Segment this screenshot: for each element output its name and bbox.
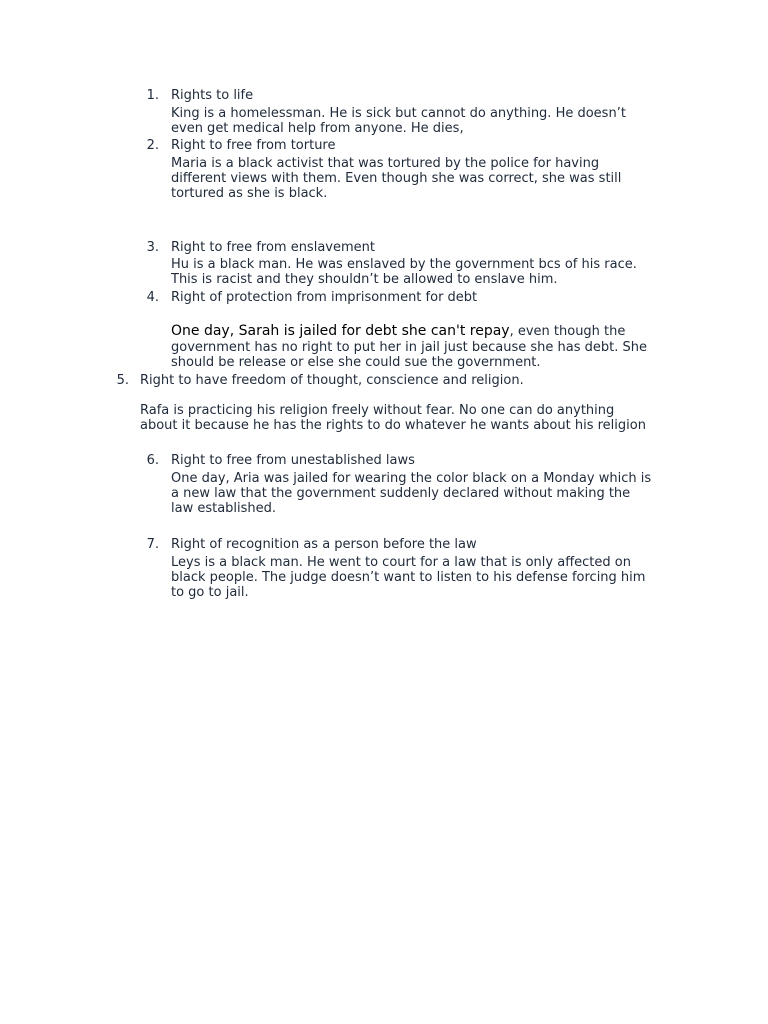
item-body-line: Rafa is practicing his religion freely without fear. No one can do anything — [140, 403, 615, 418]
item-number: 5. — [116, 373, 129, 388]
item-number: 4. — [146, 290, 159, 305]
item-body-line: law established. — [171, 501, 277, 516]
item-body-line — [171, 324, 625, 339]
item-heading: Right to free from enslavement — [171, 240, 375, 255]
item-body-highlight: One day, Sarah is jailed for debt she can't repay — [171, 323, 510, 339]
item-heading: Rights to life — [171, 88, 254, 103]
item-body-line: tortured as she is black. — [171, 186, 328, 201]
item-number: 6. — [146, 453, 159, 468]
item-body-line: Hu is a black man. He was enslaved by the government bcs of his race. — [171, 257, 637, 272]
item-body-line: King is a homelessman. He is sick but cannot do anything. He doesn’t — [171, 106, 626, 121]
item-heading: Right of protection from imprisonment for debt — [171, 290, 478, 305]
item-body-line: One day, Aria was jailed for wearing the color black on a Monday which is — [171, 471, 652, 486]
item-number: 1. — [146, 88, 159, 103]
item-number: 2. — [146, 138, 159, 153]
item-heading: Right to free from unestablished laws — [171, 453, 415, 468]
item-heading: Right of recognition as a person before the law — [171, 537, 477, 552]
item-heading: Right to free from torture — [171, 138, 336, 153]
item-heading: Right to have freedom of thought, conscience and religion. — [140, 373, 524, 388]
item-body-line: black people. The judge doesn’t want to listen to his defense forcing him — [171, 570, 646, 585]
item-body-rest: , even though the — [509, 324, 626, 339]
item-body-line: government has no right to put her in jail just because she has debt. She — [171, 340, 647, 355]
item-body-line: to go to jail. — [171, 585, 249, 600]
item-number: 3. — [146, 240, 159, 255]
item-body-line: different views with them. Even though she was correct, she was still — [171, 171, 622, 186]
item-body-line: This is racist and they shouldn’t be allowed to enslave him. — [171, 272, 558, 287]
item-body-line: about it because he has the rights to do whatever he wants about his religion — [140, 418, 646, 433]
item-body-line: a new law that the government suddenly declared without making the — [171, 486, 631, 501]
item-body-line: Maria is a black activist that was tortured by the police for having — [171, 156, 600, 171]
item-body-line: should be release or else she could sue the government. — [171, 355, 541, 370]
item-body-line: Leys is a black man. He went to court for a law that is only affected on — [171, 555, 631, 570]
item-body-line: even get medical help from anyone. He dies, — [171, 121, 464, 136]
item-number: 7. — [146, 537, 159, 552]
